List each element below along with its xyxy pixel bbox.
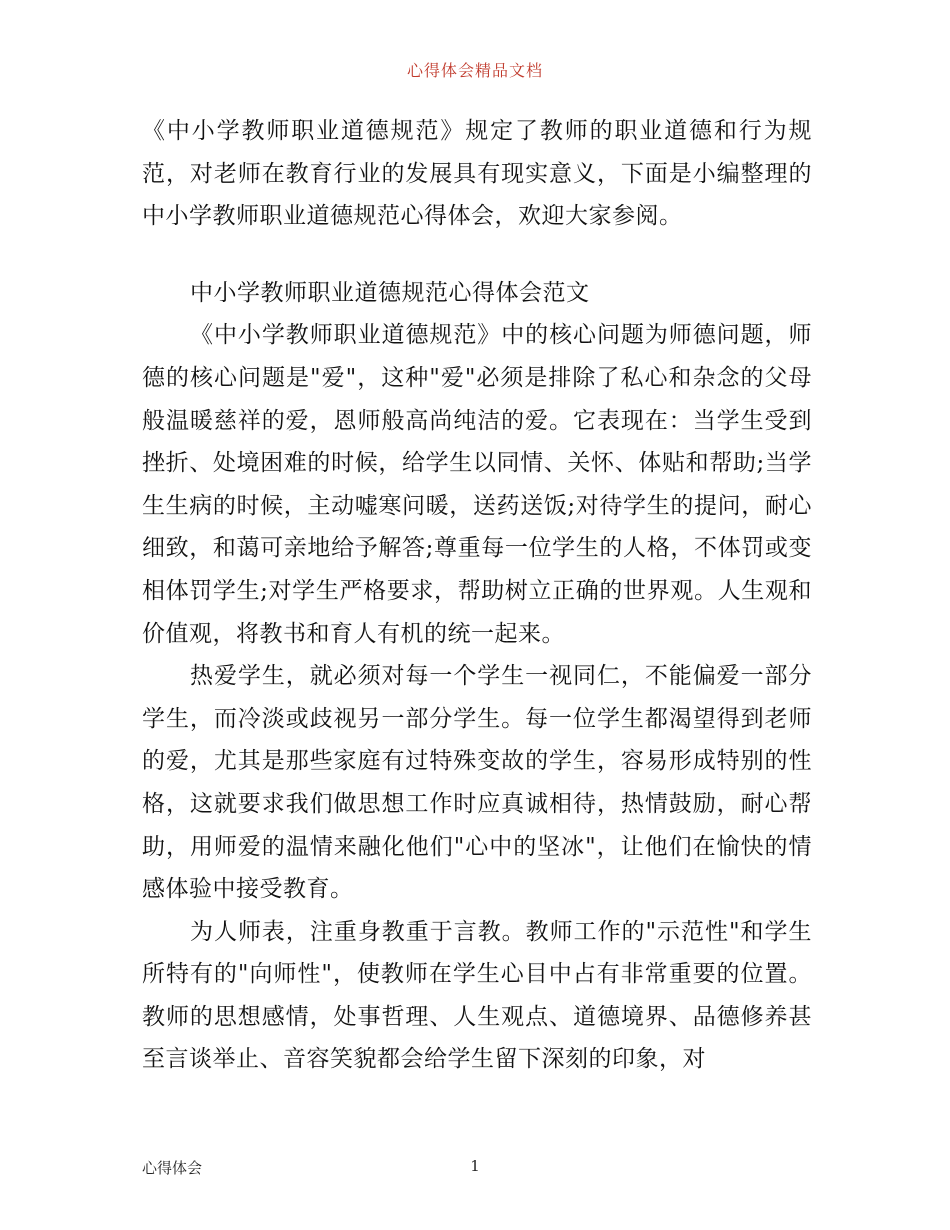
intro-paragraph: 《中小学教师职业道德规范》规定了教师的职业道德和行为规范，对老师在教育行业的发展具有现实意义，下面是小编整理的中小学教师职业道德规范心得体会，欢迎大家参阅。 bbox=[142, 118, 812, 230]
page-number: 1 bbox=[470, 1157, 480, 1175]
body-paragraph-1: 《中小学教师职业道德规范》中的核心问题为师德问题，师德的核心问题是"爱"，这种"爱"必须是排除了私心和杂念的父母般温暖慈祥的爱，恩师般高尚纯洁的爱。它表现在：当学生受到挫折、处境困难的时候，给学生以同情、关怀、体贴和帮助;当学生生病的时候，主动嘘寒问暖，送药送饭;对待学生的提问，耐心细致，和蔼可亲地给予解答;尊重每一位学生的人格，不体罚或变相体罚学生;对学生严格要求，帮助树立正确的世界观。人生观和价值观，将教书和育人有机的统一起来。 bbox=[142, 322, 812, 647]
body-paragraph-3: 为人师表，注重身教重于言教。教师工作的"示范性"和学生所特有的"向师性"，使教师在学生心目中占有非常重要的位置。教师的思想感情，处事哲理、人生观点、道德境界、品德修养甚至言谈举止、音容笑貌都会给学生留下深刻的印象，对 bbox=[142, 918, 812, 1073]
page-header-title: 心得体会精品文档 bbox=[406, 61, 543, 80]
body-paragraph-2: 热爱学生，就必须对每一个学生一视同仁，不能偏爱一部分学生，而冷淡或歧视另一部分学生。每一位学生都渴望得到老师的爱，尤其是那些家庭有过特殊变故的学生，容易形成特别的性格，这就要求我们做思想工作时应真诚相待，热情鼓励，耐心帮助，用师爱的温情来融化他们"心中的坚冰"，让他们在愉快的情感体验中接受教育。 bbox=[142, 663, 812, 903]
footer-label: 心得体会 bbox=[142, 1159, 203, 1177]
section-title: 中小学教师职业道德规范心得体会范文 bbox=[190, 279, 590, 306]
document-body bbox=[142, 110, 812, 1081]
